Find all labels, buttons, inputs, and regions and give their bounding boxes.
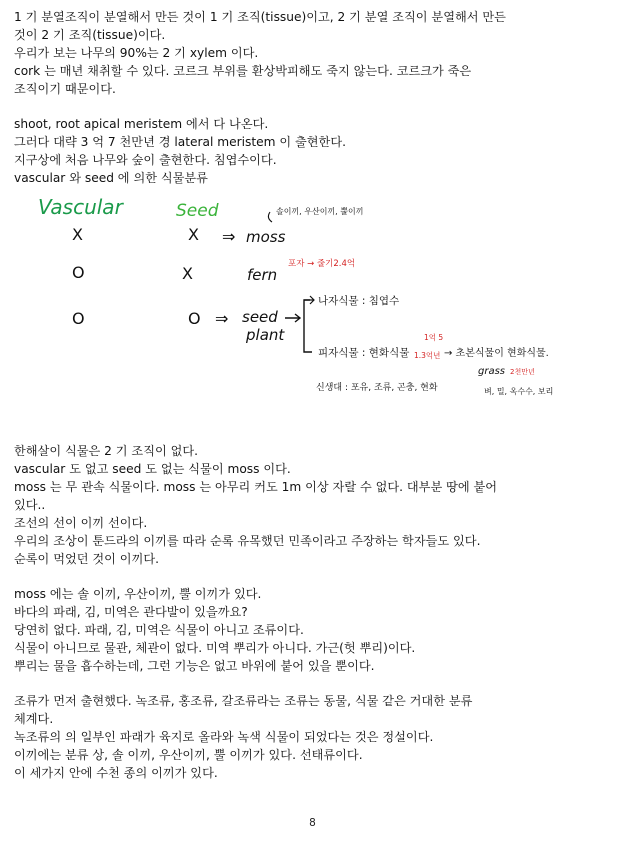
row3-arrow: ⇒ (215, 309, 229, 328)
paragraph-line: 순록이 먹었던 것이 이끼다. (14, 552, 160, 566)
after-arrow-text: → 초본식물이 현화식물. (444, 348, 549, 359)
paragraph-line: moss 에는 솔 이끼, 우산이끼, 뿔 이끼가 있다. (14, 587, 262, 601)
paragraph-line: 녹조류의 의 일부인 파래가 육지로 올라와 녹색 식물이 되었다는 것은 정설이다. (14, 730, 434, 744)
paragraph-line: 조선의 선이 이끼 선이다. (14, 516, 148, 530)
red-note-bottom: 1.3억년 (414, 351, 441, 360)
paragraph-line: 조직이기 때문이다. (14, 82, 116, 96)
row3-vascular-mark: O (72, 309, 85, 328)
row1-moss: moss (246, 228, 286, 246)
row2-seed-mark: X (182, 264, 193, 283)
row2-note: 포자 → 줄기2.4억 (288, 259, 356, 269)
branch-top: 나자식물 : 침엽수 (318, 295, 400, 307)
red-note-top: 1억 5 (424, 333, 444, 342)
page-number: 8 (309, 817, 316, 829)
paragraph-line: 그러다 대략 3 억 7 천만년 경 lateral meristem 이 출현한다. (14, 135, 346, 149)
branch-arrow (285, 314, 300, 322)
row3-seed: seed (242, 308, 278, 326)
branch-top-arrow (304, 296, 314, 304)
row1-arrow: ⇒ (222, 227, 236, 246)
paragraph-line: moss 는 무 관속 식물이다. moss 는 아무리 커도 1m 이상 자랄 수 없다. 대부분 땅에 붙어 (14, 480, 498, 494)
row2-vascular-mark: O (72, 263, 85, 282)
header-vascular: Vascular (38, 195, 123, 219)
grass-label: grass (478, 366, 506, 377)
paragraph-line: cork 는 매년 채취할 수 있다. 코르크 부위를 환상박피해도 죽지 않는다. 코르크가 죽은 (14, 64, 472, 78)
row3-plant: plant (246, 326, 285, 344)
bottom-left-note: 신생대 : 포유, 조류, 곤충, 현화 (316, 383, 438, 393)
paragraph-line: shoot, root apical meristem 에서 다 나온다. (14, 117, 269, 131)
paragraph-line: 1 기 분열조직이 분열해서 만든 것이 1 기 조직(tissue)이고, 2 기 분열 조직이 분열해서 만든 (14, 10, 506, 24)
paragraph-line: 한해살이 식물은 2 기 조직이 없다. (14, 444, 199, 458)
branch-bracket (304, 300, 312, 352)
row2-fern: fern (247, 266, 278, 284)
row1-vascular-mark: X (72, 225, 83, 244)
paragraph-line: vascular 와 seed 에 의한 식물분류 (14, 171, 208, 185)
paragraph-line: vascular 도 없고 seed 도 없는 식물이 moss 이다. (14, 462, 291, 476)
paragraph-line: 식물이 아니므로 물관, 체관이 없다. 미역 뿌리가 아니다. 가근(헛 뿌리)이다. (14, 641, 416, 655)
row1-note-hook (268, 212, 272, 222)
paragraph-line: 이끼에는 분류 상, 솔 이끼, 우산이끼, 뿔 이끼가 있다. 선태류이다. (14, 748, 363, 762)
header-seed: Seed (176, 201, 219, 221)
paragraph-line: 우리의 조상이 툰드라의 이끼를 따라 순록 유목했던 민족이라고 주장하는 학자들도 있다. (14, 534, 481, 548)
paragraph-line: 이 세가지 안에 수천 종의 이끼가 있다. (14, 766, 218, 780)
paragraph-line: 체계다. (14, 712, 54, 726)
row3-seed-mark: O (188, 309, 201, 328)
paragraph-line: 바다의 파래, 김, 미역은 관다발이 있을까요? (14, 605, 248, 619)
paragraph-line: 것이 2 기 조직(tissue)이다. (14, 28, 166, 42)
row1-note: 솔이끼, 우산이끼, 뿔이끼 (276, 207, 364, 216)
branch-bottom: 피자식물 : 현화식물 (318, 347, 410, 359)
bottom-right-note: 벼, 밀, 옥수수, 보리 (484, 387, 554, 396)
paragraph-line: 지구상에 처음 나무와 숲이 출현한다. 침엽수이다. (14, 153, 277, 167)
paragraph-line: 있다.. (14, 498, 46, 512)
paragraph-line: 우리가 보는 나무의 90%는 2 기 xylem 이다. (14, 46, 259, 60)
paragraph-line: 당연히 없다. 파래, 김, 미역은 식물이 아니고 조류이다. (14, 623, 304, 637)
paragraph-line: 조류가 먼저 출현했다. 녹조류, 홍조류, 갈조류라는 조류는 동물, 식물 같은 거대한 분류 (14, 694, 473, 708)
row1-seed-mark: X (188, 225, 199, 244)
paragraph-line: 뿌리는 물을 흡수하는데, 그런 기능은 없고 바위에 붙어 있을 뿐이다. (14, 659, 375, 673)
classification-diagram (0, 188, 625, 428)
grass-note: 2천만년 (510, 368, 535, 376)
